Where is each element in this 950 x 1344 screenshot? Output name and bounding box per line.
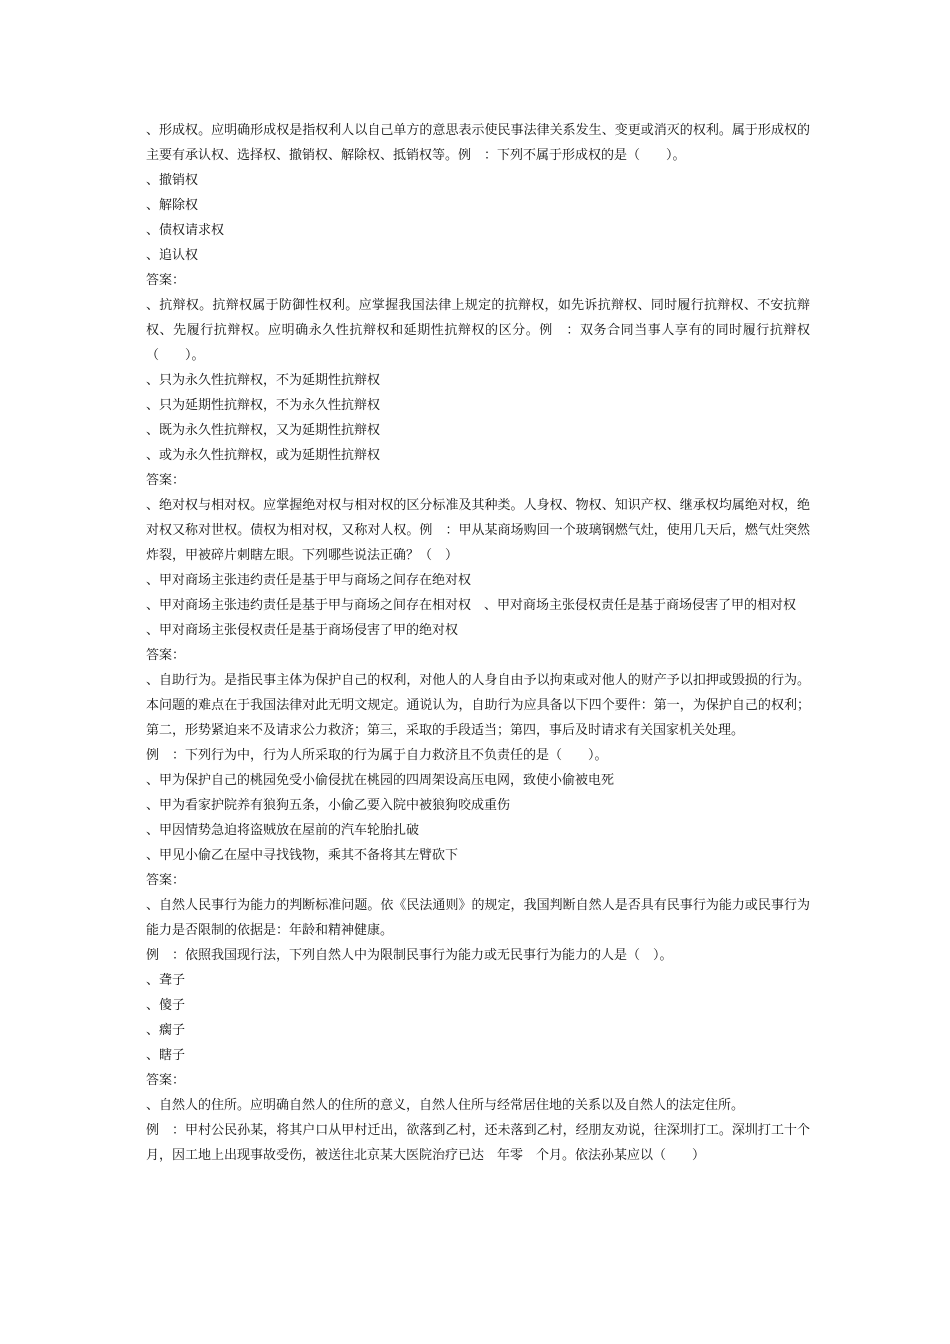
- answer-label: 答案：: [146, 648, 186, 663]
- example-question: 例 ：下列行为中，行为人所采取的行为属于自力救济且不负责任的是（ ）。: [146, 748, 608, 763]
- answer-label: 答案：: [146, 1073, 186, 1088]
- document-body: [146, 118, 810, 1168]
- option-a: 、甲对商场主张违约责任是基于甲与商场之间存在绝对权: [146, 573, 472, 588]
- option-a: 、聋子: [146, 973, 186, 988]
- option-a: 、撤销权: [146, 173, 199, 188]
- option-a: 、甲为保护自己的桃园免受小偷侵扰在桃园的四周架设高压电网，致使小偷被电死: [146, 773, 615, 788]
- answer-label: 答案：: [146, 273, 186, 288]
- answer-label: 答案：: [146, 473, 186, 488]
- option-b: 、甲为看家护院养有狼狗五条，小偷乙要入院中被狼狗咬成重伤: [146, 798, 511, 813]
- option-b: 、傻子: [146, 998, 186, 1013]
- option-c: 、瘸子: [146, 1023, 186, 1038]
- option-b: 、只为延期性抗辩权，不为永久性抗辩权: [146, 398, 381, 413]
- option-a: 、只为永久性抗辩权，不为延期性抗辩权: [146, 373, 381, 388]
- example-question: 例 ：甲村公民孙某，将其户口从甲村迁出，欲落到乙村，还未落到乙村，经朋友劝说，往深圳打工。深圳打工十个月，因工地上出现事故受伤，被送往北京某大医院治疗已达 年零 个月。依法孙某应以（ ）: [146, 1123, 810, 1163]
- option-d: 、甲见小偷乙在屋中寻找钱物，乘其不备将其左臂砍下: [146, 848, 459, 863]
- option-b-c: 、甲对商场主张违约责任是基于甲与商场之间存在相对权 、甲对商场主张侵权责任是基于商场侵害了甲的相对权: [146, 598, 797, 613]
- option-b: 、解除权: [146, 198, 199, 213]
- paragraph-self-help: 、自助行为。是指民事主体为保护自己的权利，对他人的人身自由予以拘束或对他人的财产予以扣押或毁损的行为。本问题的难点在于我国法律对此无明文规定。通说认为，自助行为应具备以下四个要件：第一，为保护自己的权利；第二，形势紧迫来不及请求公力救济；第三，采取的手段适当；第四，事后及时请求有关国家机关处理。: [146, 673, 810, 738]
- option-d: 、甲对商场主张侵权责任是基于商场侵害了甲的绝对权: [146, 623, 459, 638]
- option-d: 、追认权: [146, 248, 199, 263]
- paragraph-formation-right: 、形成权。应明确形成权是指权利人以自己单方的意思表示使民事法律关系发生、变更或消灭的权利。属于形成权的主要有承认权、选择权、撤销权、解除权、抵销权等。例 ：下列不属于形成权的是（ ）。: [146, 123, 810, 163]
- paragraph-civil-capacity: 、自然人民事行为能力的判断标准问题。依《民法通则》的规定，我国判断自然人是否具有民事行为能力或民事行为能力是否限制的依据是：年龄和精神健康。: [146, 898, 810, 938]
- option-c: 、既为永久性抗辩权，又为延期性抗辩权: [146, 423, 381, 438]
- option-c: 、债权请求权: [146, 223, 225, 238]
- example-question: 例 ：依照我国现行法，下列自然人中为限制民事行为能力或无民事行为能力的人是（ ）。: [146, 948, 673, 963]
- option-c: 、甲因情势急迫将盗贼放在屋前的汽车轮胎扎破: [146, 823, 420, 838]
- paragraph-domicile: 、自然人的住所。应明确自然人的住所的意义，自然人住所与经常居住地的关系以及自然人的法定住所。: [146, 1098, 745, 1113]
- option-d: 、瞎子: [146, 1048, 186, 1063]
- option-d: 、或为永久性抗辩权，或为延期性抗辩权: [146, 448, 381, 463]
- paragraph-absolute-relative-right: 、绝对权与相对权。应掌握绝对权与相对权的区分标准及其种类。人身权、物权、知识产权、继承权均属绝对权，绝对权又称对世权。债权为相对权，又称对人权。例 ：甲从某商场购回一个玻璃钢燃气灶，使用几天后，燃气灶突然炸裂，甲被碎片刺瞎左眼。下列哪些说法正确？（ ）: [146, 498, 810, 563]
- answer-label: 答案：: [146, 873, 186, 888]
- paragraph-defense-right: 、抗辩权。抗辩权属于防御性权利。应掌握我国法律上规定的抗辩权，如先诉抗辩权、同时履行抗辩权、不安抗辩权、先履行抗辩权。应明确永久性抗辩权和延期性抗辩权的区分。例 ：双务合同当事人享有的同时履行抗辩权（ ）。: [146, 298, 810, 363]
